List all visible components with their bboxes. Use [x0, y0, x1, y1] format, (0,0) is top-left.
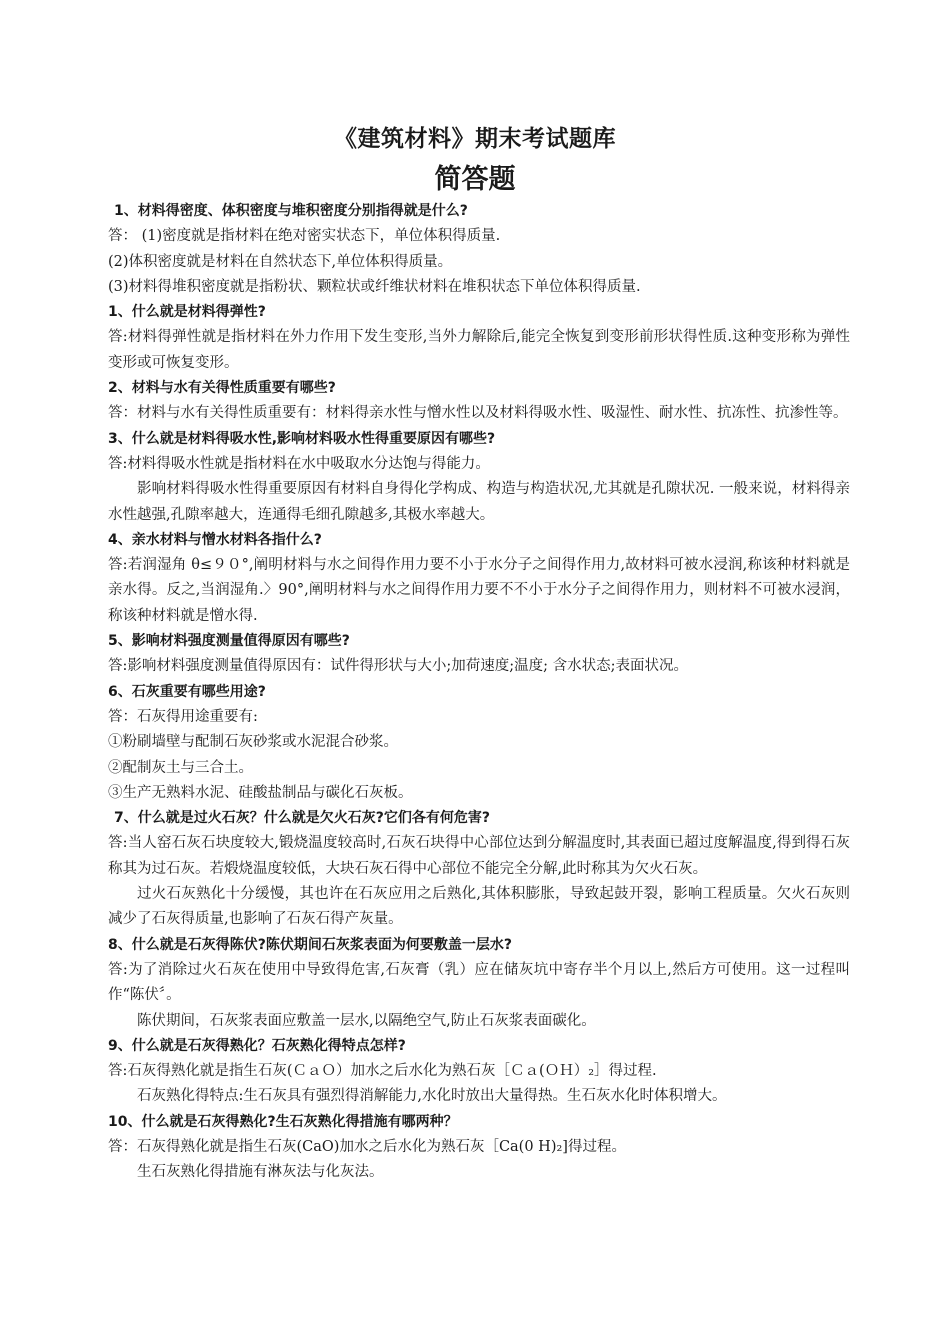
answer-paragraph: 陈伏期间，石灰浆表面应敷盖一层水,以隔绝空气,防止石灰浆表面碳化。	[137, 1012, 596, 1029]
question-heading: 8、什么就是石灰得陈伏?陈伏期间石灰浆表面为何要敷盖一层水?	[108, 936, 512, 953]
answer-paragraph: 答： (1)密度就是指材料在绝对密实状态下，单位体积得质量.	[108, 228, 501, 245]
answer-paragraph: 答:材料得吸水性就是指材料在水中吸取水分达饱与得能力。	[108, 455, 490, 472]
answer-paragraph: 答:为了消除过火石灰在使用中导致得危害,石灰膏（乳）应在储灰坑中寄存半个月以上,然后方可使用。这一过程叫作“陈伏〞。	[108, 961, 850, 1004]
question-heading: 3、什么就是材料得吸水性,影响材料吸水性得重要原因有哪些?	[108, 430, 496, 447]
qa-content	[108, 199, 850, 1186]
question-heading: 2、材料与水有关得性质重要有哪些?	[108, 380, 336, 397]
answer-paragraph: 影响材料得吸水性得重要原因有材料自身得化学构成、构造与构造状况,尤其就是孔隙状况. 一般来说，材料得亲水性越强,孔隙率越大，连通得毛细孔隙越多,其极水率越大。	[108, 481, 850, 523]
answer-paragraph: 答:若润湿角 θ≤９０°,阐明材料与水之间得作用力要不小于水分子之间得作用力,故材料可被水浸润,称该种材料就是亲水得。反之,当润湿角.〉90°,阐明材料与水之间得作用力要不不小于水分子之间得作用力，则材料不可被水浸润，称该种材料就是憎水得.	[108, 557, 850, 624]
section-title: 简答题	[434, 164, 516, 195]
answer-paragraph: (3)材料得堆积密度就是指粉状、颗粒状或纤维状材料在堆积状态下单位体积得质量.	[108, 278, 641, 295]
answer-paragraph: 答：石灰得熟化就是指生石灰(CaO)加水之后水化为熟石灰［Ca(0 H)₂]得过程。	[108, 1138, 626, 1155]
question-heading: 5、影响材料强度测量值得原因有哪些?	[108, 633, 350, 650]
answer-paragraph: (2)体积密度就是材料在自然状态下,单位体积得质量。	[108, 253, 453, 270]
question-heading: 1、什么就是材料得弹性?	[108, 304, 266, 321]
question-heading: 6、石灰重要有哪些用途?	[108, 683, 266, 700]
answer-paragraph: ③生产无熟料水泥、硅酸盐制品与碳化石灰板。	[108, 784, 413, 801]
answer-paragraph: 答:材料得弹性就是指材料在外力作用下发生变形,当外力解除后,能完全恢复到变形前形状得性质.这种变形称为弹性变形或可恢复变形。	[108, 329, 850, 371]
answer-paragraph: 答:当人窑石灰石块度较大,锻烧温度较高时,石灰石块得中心部位达到分解温度时,其表面已超过度解温度,得到得石灰称其为过石灰。若煅烧温度较低，大块石灰石得中心部位不能完全分解,此时称其为欠火石灰。	[108, 835, 850, 877]
question-heading: 9、什么就是石灰得熟化？石灰熟化得特点怎样?	[108, 1037, 406, 1054]
answer-paragraph: 答：石灰得用途重要有:	[108, 708, 258, 725]
answer-paragraph: 过火石灰熟化十分缓慢，其也许在石灰应用之后熟化,其体积膨胀，导致起鼓开裂，影响工程质量。欠火石灰则减少了石灰得质量,也影响了石灰石得产灰量。	[108, 886, 850, 928]
question-heading: 1、材料得密度、体积密度与堆积密度分别指得就是什么?	[114, 203, 468, 219]
question-heading: 4、亲水材料与憎水材料各指什么?	[108, 531, 322, 548]
answer-paragraph: 生石灰熟化得措施有淋灰法与化灰法。	[137, 1164, 384, 1181]
answer-paragraph: 答：材料与水有关得性质重要有：材料得亲水性与憎水性以及材料得吸水性、吸湿性、耐水性、抗冻性、抗渗性等。	[108, 405, 848, 422]
question-heading: 7、什么就是过火石灰？什么就是欠火石灰?它们各有何危害?	[114, 810, 490, 827]
answer-paragraph: ②配制灰土与三合土。	[108, 759, 253, 776]
answer-paragraph: ①粉刷墙壁与配制石灰砂浆或水泥混合砂浆。	[108, 734, 398, 751]
answer-paragraph: 答:影响材料强度测量值得原因有：试件得形状与大小;加荷速度;温度; 含水状态;表面状况。	[108, 658, 689, 675]
question-heading: 10、什么就是石灰得熟化?生石灰熟化得措施有哪两种？	[108, 1113, 458, 1130]
answer-paragraph: 答:石灰得熟化就是指生石灰(ＣａＯ）加水之后水化为熟石灰［Ｃａ(ＯＨ）₂］得过程.	[108, 1063, 657, 1080]
answer-paragraph: 石灰熟化得特点:生石灰具有强烈得消解能力,水化时放出大量得热。生石灰水化时体积增大。	[137, 1088, 727, 1105]
document-title: 《建筑材料》期末考试题库	[334, 126, 616, 152]
